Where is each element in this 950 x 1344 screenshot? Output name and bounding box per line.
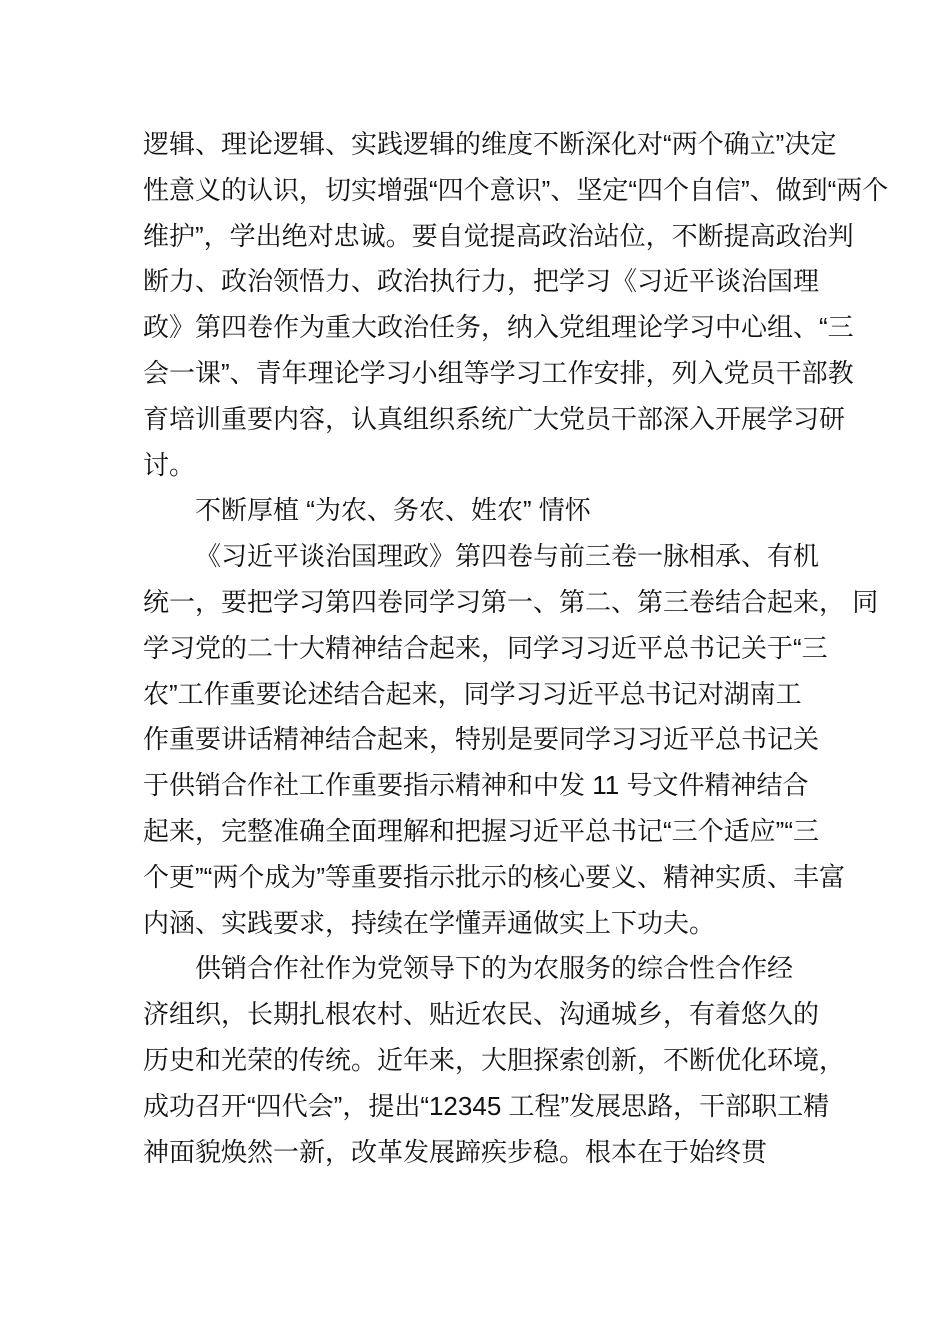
text-line: 政》第四卷作为重大政治任务，纳入党组理论学习中心组、“三 [143,312,854,343]
text-line: 农”工作重要论述结合起来，同学习习近平总书记对湖南工 [143,678,802,709]
text-line: 起来，完整准确全面理解和把握习近平总书记“三个适应”“三 [143,815,819,846]
text-line: 成功召开“四代会”，提出“12345 工程”发展思路，干部职工精 [143,1090,830,1121]
text-line: 学习党的二十大精神结合起来，同学习习近平总书记关于“三 [143,632,828,663]
section-heading: 不断厚植 “为农、务农、姓农” 情怀 [195,495,591,526]
text-line: 内涵、实践要求，持续在学懂弄通做实上下功夫。 [143,907,716,938]
document-body [143,122,889,1175]
text-line: 于供销合作社工作重要指示精神和中发 11 号文件精神结合 [143,770,809,801]
text-line: 断力、政治领悟力、政治执行力，把学习《习近平谈治国理 [143,266,820,297]
text-line: 个更”“两个成为”等重要指示批示的核心要义、精神实质、丰富 [143,861,845,892]
text-line: 育培训重要内容，认真组织系统广大党员干部深入开展学习研 [143,403,846,434]
text-line: 逻辑、理论逻辑、实践逻辑的维度不断深化对“两个确立”决定 [143,129,837,159]
text-line: 讨。 [143,449,196,480]
text-line: 会一课”、青年理论学习小组等学习工作安排，列入党员干部教 [143,357,854,388]
text-line: 性意义的认识，切实增强“四个意识”、坚定“四个自信”、做到“两个 [143,174,889,205]
text-line: 神面貌焕然一新，改革发展蹄疾步稳。根本在于始终贯 [143,1136,768,1167]
text-line: 作重要讲话精神结合起来，特别是要同学习习近平总书记关 [143,724,820,755]
text-line: 历史和光荣的传统。近年来，大胆探索创新，不断优化环境， [143,1044,846,1075]
text-line: 供销合作社作为党领导下的为农服务的综合性合作经 [195,953,794,984]
text-line: 济组织，长期扎根农村、贴近农民、沟通城乡，有着悠久的 [143,999,820,1030]
text-line: 统一，要把学习第四卷同学习第一、第二、第三卷结合起来， 同 [143,586,879,617]
text-line: 维护”，学出绝对忠诚。要自觉提高政治站位，不断提高政治判 [143,220,854,251]
text-line: 《习近平谈治国理政》第四卷与前三卷一脉相承、有机 [195,541,820,572]
